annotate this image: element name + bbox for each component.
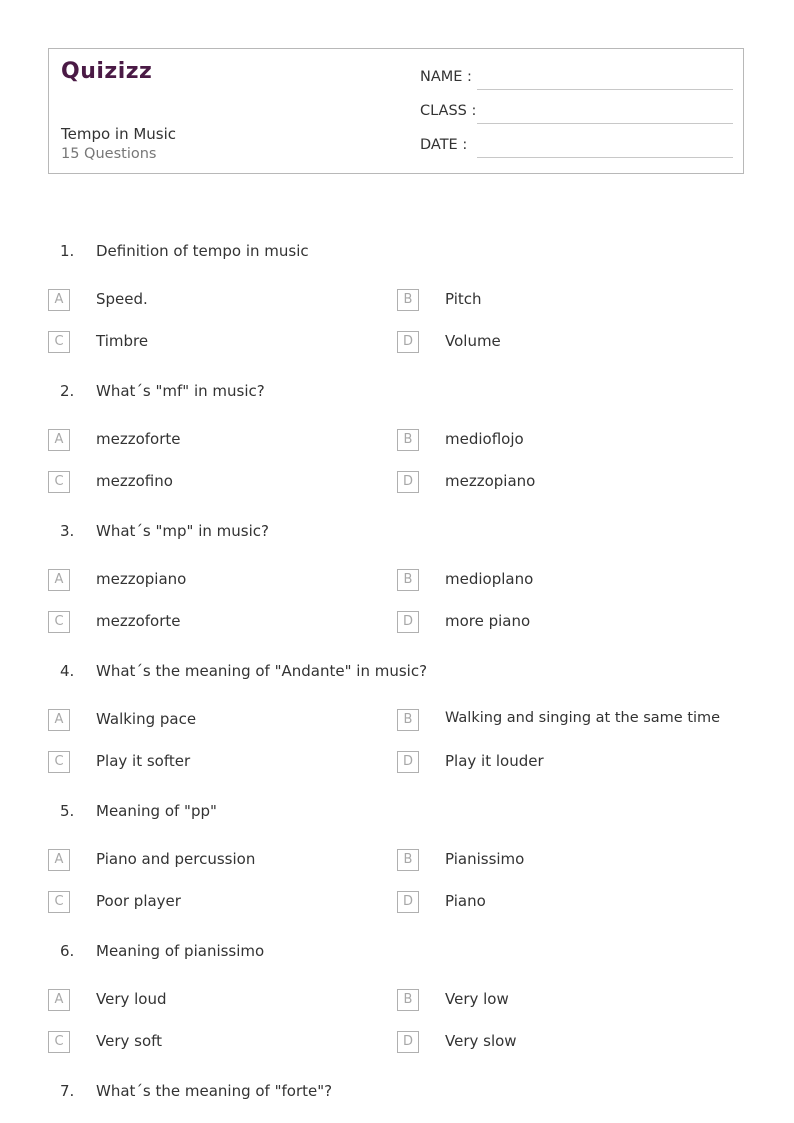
option-text: Piano and percussion: [96, 850, 256, 868]
option-letter-box: A: [48, 849, 70, 871]
question-3: [0, 522, 794, 552]
option-5a[interactable]: [48, 849, 368, 873]
option-text: mezzopiano: [445, 472, 536, 490]
option-letter-box: C: [48, 471, 70, 493]
option-1a[interactable]: [48, 289, 368, 313]
name-label: NAME :: [420, 69, 472, 85]
option-text: Poor player: [96, 892, 181, 910]
option-text: Very low: [445, 990, 509, 1008]
option-text: Walking pace: [96, 710, 197, 728]
option-letter-box: A: [48, 569, 70, 591]
option-letter-box: C: [48, 611, 70, 633]
option-1c[interactable]: [48, 331, 368, 355]
option-text: medioflojo: [445, 430, 524, 448]
option-letter-box: D: [397, 1031, 419, 1053]
question-number: 7.: [60, 1082, 75, 1100]
option-text: Very loud: [96, 990, 167, 1008]
question-text: What´s "mp" in music?: [96, 522, 269, 540]
option-letter-box: D: [397, 471, 419, 493]
option-4c[interactable]: [48, 751, 368, 775]
date-field-line: [477, 157, 733, 158]
option-2d[interactable]: [397, 471, 737, 495]
option-text: Timbre: [96, 332, 149, 350]
option-text: Play it louder: [445, 752, 544, 770]
option-letter-box: A: [48, 429, 70, 451]
option-letter-box: B: [397, 989, 419, 1011]
option-2c[interactable]: [48, 471, 368, 495]
option-6a[interactable]: [48, 989, 368, 1013]
option-letter-box: D: [397, 331, 419, 353]
option-4d[interactable]: [397, 751, 737, 775]
option-letter-box: C: [48, 891, 70, 913]
option-text: Pianissimo: [445, 850, 525, 868]
question-text: Definition of tempo in music: [96, 242, 309, 260]
worksheet-header: [48, 48, 744, 174]
option-letter-box: A: [48, 289, 70, 311]
option-text: Volume: [445, 332, 501, 350]
quizizz-logo: Quizizz: [61, 59, 153, 84]
question-5: [0, 802, 794, 832]
option-text: mezzoforte: [96, 430, 181, 448]
option-2a[interactable]: [48, 429, 368, 453]
option-text: mezzoforte: [96, 612, 181, 630]
date-label: DATE :: [420, 137, 468, 153]
option-6d[interactable]: [397, 1031, 737, 1055]
option-text: Very slow: [445, 1032, 517, 1050]
option-text: Very soft: [96, 1032, 163, 1050]
option-3a[interactable]: [48, 569, 368, 593]
option-5d[interactable]: [397, 891, 737, 915]
question-text: What´s the meaning of "forte"?: [96, 1082, 333, 1100]
option-letter-box: D: [397, 891, 419, 913]
option-6c[interactable]: [48, 1031, 368, 1055]
option-letter-box: C: [48, 751, 70, 773]
option-4a[interactable]: [48, 709, 368, 733]
option-text: Piano: [445, 892, 486, 910]
question-2: [0, 382, 794, 412]
question-1: [0, 242, 794, 272]
question-number: 5.: [60, 802, 75, 820]
class-field-line: [477, 123, 733, 124]
option-3b[interactable]: [397, 569, 737, 593]
option-text: Walking and singing at the same time: [445, 710, 721, 726]
option-letter-box: B: [397, 849, 419, 871]
option-5b[interactable]: [397, 849, 737, 873]
option-letter-box: B: [397, 569, 419, 591]
option-letter-box: B: [397, 709, 419, 731]
worksheet-title: Tempo in Music: [61, 125, 177, 143]
option-letter-box: B: [397, 429, 419, 451]
option-letter-box: D: [397, 751, 419, 773]
question-number: 6.: [60, 942, 75, 960]
question-number: 2.: [60, 382, 75, 400]
option-letter-box: B: [397, 289, 419, 311]
option-text: more piano: [445, 612, 531, 630]
question-text: Meaning of "pp": [96, 802, 217, 820]
option-1b[interactable]: [397, 289, 737, 313]
question-text: Meaning of pianissimo: [96, 942, 265, 960]
option-5c[interactable]: [48, 891, 368, 915]
option-letter-box: A: [48, 709, 70, 731]
class-label: CLASS :: [420, 103, 477, 119]
name-field-line: [477, 89, 733, 90]
option-text: Speed.: [96, 290, 148, 308]
option-letter-box: C: [48, 331, 70, 353]
question-4: [0, 662, 794, 692]
option-2b[interactable]: [397, 429, 737, 453]
option-1d[interactable]: [397, 331, 737, 355]
question-7: [0, 1082, 794, 1112]
question-number: 4.: [60, 662, 75, 680]
option-3c[interactable]: [48, 611, 368, 635]
option-3d[interactable]: [397, 611, 737, 635]
option-letter-box: C: [48, 1031, 70, 1053]
question-number: 3.: [60, 522, 75, 540]
option-letter-box: A: [48, 989, 70, 1011]
question-text: What´s "mf" in music?: [96, 382, 265, 400]
option-6b[interactable]: [397, 989, 737, 1013]
option-text: medioplano: [445, 570, 534, 588]
option-text: mezzopiano: [96, 570, 187, 588]
question-number: 1.: [60, 242, 75, 260]
question-text: What´s the meaning of "Andante" in music?: [96, 662, 428, 680]
option-letter-box: D: [397, 611, 419, 633]
option-text: mezzofino: [96, 472, 173, 490]
question-count: 15 Questions: [61, 146, 157, 162]
option-4b[interactable]: [397, 709, 737, 733]
question-6: [0, 942, 794, 972]
option-text: Play it softer: [96, 752, 191, 770]
option-text: Pitch: [445, 290, 482, 308]
